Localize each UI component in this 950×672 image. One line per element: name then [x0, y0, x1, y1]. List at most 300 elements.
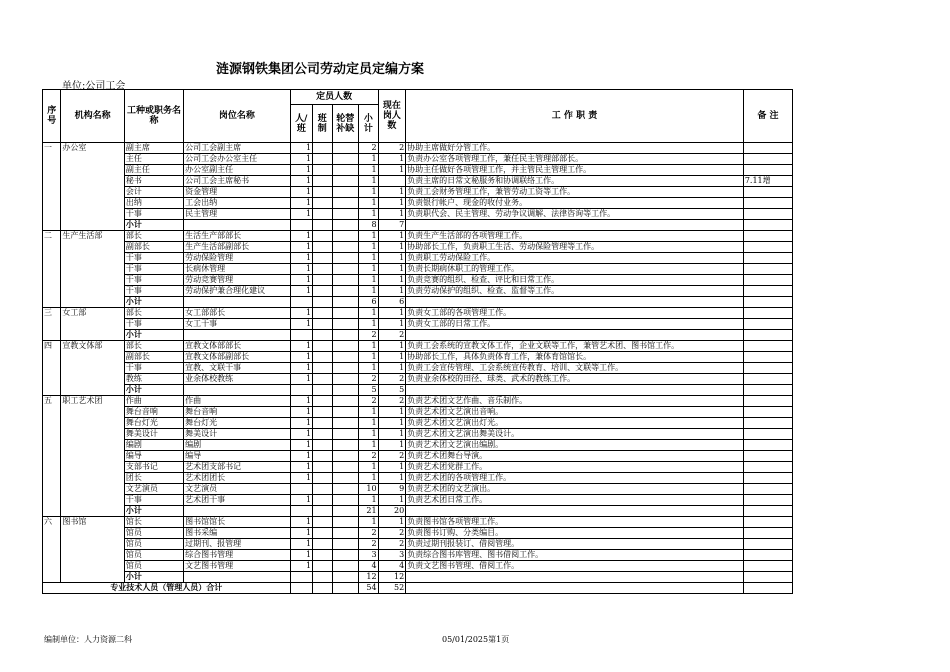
- table-row: [43, 231, 793, 242]
- table-row: [43, 165, 793, 176]
- current-cell: 1: [378, 231, 406, 242]
- subtotal-label: 小计: [124, 330, 183, 341]
- job-cell: 馆员: [124, 528, 183, 539]
- current-cell: 4: [378, 561, 406, 572]
- grand-total-label: 专业技术人员（管理人员）合计: [43, 583, 291, 594]
- job-cell: 部长: [124, 341, 183, 352]
- grand-total-current: 52: [378, 583, 406, 594]
- section-subtotal: 6: [359, 297, 378, 308]
- relief-cell: [332, 440, 359, 451]
- footer-compiler: 编制单位：人力资源二科: [44, 635, 132, 644]
- subtotal-empty: [332, 220, 359, 231]
- post-cell: 民主管理: [184, 209, 290, 220]
- table-row: [43, 198, 793, 209]
- per-shift-cell: 1: [290, 275, 313, 286]
- current-cell: 1: [378, 319, 406, 330]
- subtotal-cell: 1: [359, 253, 378, 264]
- remark-cell: [743, 451, 792, 462]
- section-current-subtotal: 6: [378, 297, 406, 308]
- post-cell: 劳动保护兼合理化建议: [184, 286, 290, 297]
- remark-cell: [743, 286, 792, 297]
- shifts-cell: [313, 495, 332, 506]
- subtotal-empty: [184, 220, 290, 231]
- remark-cell: [743, 374, 792, 385]
- section-subtotal: 2: [359, 330, 378, 341]
- subtotal-empty: [184, 385, 290, 396]
- subtotal-empty: [184, 297, 290, 308]
- duty-cell: 负责职工劳动保险工作。: [406, 253, 744, 264]
- table-row: [43, 484, 793, 495]
- subtotal-cell: 1: [359, 187, 378, 198]
- table-row: [43, 495, 793, 506]
- subtotal-cell: 1: [359, 209, 378, 220]
- per-shift-cell: 1: [290, 473, 313, 484]
- remark-cell: [743, 539, 792, 550]
- section-org: 图书馆: [61, 517, 124, 583]
- shifts-cell: [313, 429, 332, 440]
- subtotal-label: 小计: [124, 572, 183, 583]
- duty-cell: 负责女工部的各项管理工作。: [406, 308, 744, 319]
- section-current-subtotal: 7: [378, 220, 406, 231]
- subtotal-empty: [406, 220, 744, 231]
- relief-cell: [332, 363, 359, 374]
- job-cell: 部长: [124, 308, 183, 319]
- subtotal-empty: [313, 330, 332, 341]
- subtotal-empty: [743, 220, 792, 231]
- remark-cell: [743, 319, 792, 330]
- table-row: [43, 154, 793, 165]
- subtotal-empty: [290, 385, 313, 396]
- subtotal-empty: [743, 572, 792, 583]
- subtotal-cell: 1: [359, 231, 378, 242]
- subtotal-cell: 10: [359, 484, 378, 495]
- relief-cell: [332, 176, 359, 187]
- subtotal-empty: [332, 330, 359, 341]
- current-cell: 1: [378, 198, 406, 209]
- document-title: 涟源钢铁集团公司劳动定员定编方案: [215, 62, 424, 77]
- total-empty: [313, 583, 332, 594]
- job-cell: 副部长: [124, 242, 183, 253]
- per-shift-cell: 1: [290, 429, 313, 440]
- job-cell: 副主任: [124, 165, 183, 176]
- section-seq: 四: [43, 341, 61, 396]
- post-cell: 宣教文体部部长: [184, 341, 290, 352]
- per-shift-cell: 1: [290, 209, 313, 220]
- duty-cell: 负责艺术团舞台导演。: [406, 451, 744, 462]
- current-cell: 1: [378, 187, 406, 198]
- shifts-cell: [313, 154, 332, 165]
- subtotal-empty: [743, 385, 792, 396]
- remark-cell: [743, 418, 792, 429]
- job-cell: 主任: [124, 154, 183, 165]
- per-shift-cell: 1: [290, 462, 313, 473]
- per-shift-cell: 1: [290, 154, 313, 165]
- relief-cell: [332, 473, 359, 484]
- relief-cell: [332, 275, 359, 286]
- job-cell: 干事: [124, 286, 183, 297]
- subtotal-empty: [313, 572, 332, 583]
- post-cell: 文艺图书管理: [184, 561, 290, 572]
- relief-cell: [332, 198, 359, 209]
- subtotal-row: [43, 385, 793, 396]
- subtotal-cell: 1: [359, 165, 378, 176]
- shifts-cell: [313, 231, 332, 242]
- table-row: [43, 264, 793, 275]
- per-shift-cell: [290, 484, 313, 495]
- unit-label: 单位:公司工会: [62, 81, 126, 92]
- duty-cell: 负责艺术团的文艺演出。: [406, 484, 744, 495]
- shifts-cell: [313, 528, 332, 539]
- shifts-cell: [313, 209, 332, 220]
- job-cell: 会计: [124, 187, 183, 198]
- remark-cell: [743, 308, 792, 319]
- per-shift-cell: 1: [290, 451, 313, 462]
- post-cell: 资金管理: [184, 187, 290, 198]
- table-row: [43, 209, 793, 220]
- header-duties: 工 作 职 责: [406, 90, 744, 143]
- relief-cell: [332, 451, 359, 462]
- remark-cell: 7.11增: [743, 176, 792, 187]
- current-cell: 2: [378, 539, 406, 550]
- table-row: [43, 242, 793, 253]
- duty-cell: 负责工会财务管理工作，兼管劳动工资等工作。: [406, 187, 744, 198]
- current-cell: 1: [378, 495, 406, 506]
- remark-cell: [743, 550, 792, 561]
- subtotal-cell: 1: [359, 308, 378, 319]
- section-subtotal: 21: [359, 506, 378, 517]
- per-shift-cell: 1: [290, 374, 313, 385]
- shifts-cell: [313, 363, 332, 374]
- shifts-cell: [313, 561, 332, 572]
- current-cell: 1: [378, 209, 406, 220]
- subtotal-empty: [313, 297, 332, 308]
- per-shift-cell: 1: [290, 231, 313, 242]
- subtotal-empty: [290, 220, 313, 231]
- current-cell: 1: [378, 165, 406, 176]
- header-post: 岗位名称: [184, 90, 290, 143]
- subtotal-row: [43, 506, 793, 517]
- per-shift-cell: 1: [290, 363, 313, 374]
- duty-cell: 负责艺术团文艺作曲、音乐制作。: [406, 396, 744, 407]
- section-org: 职工艺术团: [61, 396, 124, 517]
- shifts-cell: [313, 319, 332, 330]
- duty-cell: 负责综合图书库管理、图书借阅工作。: [406, 550, 744, 561]
- post-cell: 综合图书管理: [184, 550, 290, 561]
- remark-cell: [743, 275, 792, 286]
- post-cell: 公司工会办公室主任: [184, 154, 290, 165]
- section-org: 女工部: [61, 308, 124, 341]
- current-cell: 2: [378, 396, 406, 407]
- table-row: [43, 374, 793, 385]
- job-cell: 馆员: [124, 550, 183, 561]
- remark-cell: [743, 363, 792, 374]
- shifts-cell: [313, 286, 332, 297]
- duty-cell: 负责竞赛的组织、检查、评比和日常工作。: [406, 275, 744, 286]
- current-cell: 1: [378, 154, 406, 165]
- current-cell: 2: [378, 374, 406, 385]
- shifts-cell: [313, 440, 332, 451]
- table-row: [43, 319, 793, 330]
- duty-cell: 负责劳动保护的组织、检查、监督等工作。: [406, 286, 744, 297]
- table-row: [43, 561, 793, 572]
- post-cell: 公司工会主席秘书: [184, 176, 290, 187]
- subtotal-label: 小计: [124, 220, 183, 231]
- job-cell: 舞台灯光: [124, 418, 183, 429]
- duty-cell: 协助主任做好各项管理工作，并主管民主管理工作。: [406, 165, 744, 176]
- shifts-cell: [313, 550, 332, 561]
- section-subtotal: 12: [359, 572, 378, 583]
- section-subtotal: 8: [359, 220, 378, 231]
- subtotal-empty: [743, 506, 792, 517]
- duty-cell: 负责图书订购、分类编目。: [406, 528, 744, 539]
- relief-cell: [332, 308, 359, 319]
- header-org: 机构名称: [61, 90, 124, 143]
- job-cell: 舞美设计: [124, 429, 183, 440]
- current-cell: 1: [378, 341, 406, 352]
- duty-cell: 负责业余体校的田径、球类、武术的教练工作。: [406, 374, 744, 385]
- per-shift-cell: 1: [290, 440, 313, 451]
- table-body: [43, 143, 793, 594]
- remark-cell: [743, 484, 792, 495]
- duty-cell: 负责艺术团日常工作。: [406, 495, 744, 506]
- shifts-cell: [313, 451, 332, 462]
- post-cell: 工会出纳: [184, 198, 290, 209]
- table-row: [43, 396, 793, 407]
- table-row: [43, 517, 793, 528]
- current-cell: 2: [378, 528, 406, 539]
- duty-cell: 负责过期刊报装订、借阅管理。: [406, 539, 744, 550]
- total-empty: [743, 583, 792, 594]
- duty-cell: 负责图书馆各项管理工作。: [406, 517, 744, 528]
- duty-cell: 负责艺术团党群工作。: [406, 462, 744, 473]
- relief-cell: [332, 396, 359, 407]
- subtotal-empty: [406, 297, 744, 308]
- job-cell: 干事: [124, 275, 183, 286]
- duty-cell: 负责艺术团文艺演出舞美设计。: [406, 429, 744, 440]
- shifts-cell: [313, 176, 332, 187]
- relief-cell: [332, 209, 359, 220]
- relief-cell: [332, 143, 359, 154]
- post-cell: 舞台灯光: [184, 418, 290, 429]
- subtotal-empty: [184, 330, 290, 341]
- table-row: [43, 539, 793, 550]
- job-cell: 团长: [124, 473, 183, 484]
- relief-cell: [332, 286, 359, 297]
- subtotal-row: [43, 297, 793, 308]
- table-row: [43, 176, 793, 187]
- shifts-cell: [313, 462, 332, 473]
- per-shift-cell: 1: [290, 561, 313, 572]
- post-cell: 生活生产部部长: [184, 231, 290, 242]
- post-cell: 劳动保险管理: [184, 253, 290, 264]
- duty-cell: 负责艺术团文艺演出音响。: [406, 407, 744, 418]
- shifts-cell: [313, 143, 332, 154]
- post-cell: 宣教文体部副部长: [184, 352, 290, 363]
- subtotal-label: 小计: [124, 506, 183, 517]
- grand-total-row: [43, 583, 793, 594]
- subtotal-empty: [332, 572, 359, 583]
- current-cell: 2: [378, 143, 406, 154]
- table-row: [43, 187, 793, 198]
- duty-cell: 协助主席做好分管工作。: [406, 143, 744, 154]
- remark-cell: [743, 253, 792, 264]
- subtotal-empty: [184, 506, 290, 517]
- current-cell: 1: [378, 308, 406, 319]
- subtotal-cell: 1: [359, 176, 378, 187]
- job-cell: 作曲: [124, 396, 183, 407]
- job-cell: 编剧: [124, 440, 183, 451]
- post-cell: 图书馆馆长: [184, 517, 290, 528]
- section-seq: 一: [43, 143, 61, 231]
- per-shift-cell: 1: [290, 308, 313, 319]
- post-cell: 过期刊、报管理: [184, 539, 290, 550]
- duty-cell: 负责主席的日常文秘服务和协调联络工作。: [406, 176, 744, 187]
- per-shift-cell: 1: [290, 187, 313, 198]
- section-current-subtotal: 12: [378, 572, 406, 583]
- subtotal-empty: [290, 506, 313, 517]
- job-cell: 干事: [124, 209, 183, 220]
- current-cell: 1: [378, 286, 406, 297]
- shifts-cell: [313, 407, 332, 418]
- post-cell: 劳动竞赛管理: [184, 275, 290, 286]
- subtotal-empty: [313, 220, 332, 231]
- shifts-cell: [313, 341, 332, 352]
- post-cell: 宣教、文联干事: [184, 363, 290, 374]
- subtotal-cell: 2: [359, 451, 378, 462]
- header-quota-group: 定员人数: [290, 90, 378, 105]
- per-shift-cell: 1: [290, 198, 313, 209]
- table-row: [43, 528, 793, 539]
- table-row: [43, 341, 793, 352]
- subtotal-cell: 2: [359, 143, 378, 154]
- section-org: 生产生活部: [61, 231, 124, 308]
- job-cell: 馆员: [124, 539, 183, 550]
- table-row: [43, 462, 793, 473]
- duty-cell: 负责生产生活部的各项管理工作。: [406, 231, 744, 242]
- duty-cell: 负责银行帐户、现金的收付业务。: [406, 198, 744, 209]
- job-cell: 秘书: [124, 176, 183, 187]
- staffing-table: [42, 89, 793, 594]
- current-cell: 9: [378, 484, 406, 495]
- subtotal-empty: [743, 330, 792, 341]
- subtotal-label: 小计: [124, 297, 183, 308]
- relief-cell: [332, 407, 359, 418]
- shifts-cell: [313, 517, 332, 528]
- header-relief: 轮替补缺: [332, 105, 359, 143]
- job-cell: 文艺演员: [124, 484, 183, 495]
- subtotal-empty: [406, 506, 744, 517]
- relief-cell: [332, 561, 359, 572]
- relief-cell: [332, 418, 359, 429]
- subtotal-label: 小计: [124, 385, 183, 396]
- per-shift-cell: 1: [290, 253, 313, 264]
- remark-cell: [743, 154, 792, 165]
- header-seq: 序号: [43, 90, 61, 143]
- subtotal-empty: [184, 572, 290, 583]
- remark-cell: [743, 462, 792, 473]
- post-cell: 图书采编: [184, 528, 290, 539]
- table-row: [43, 275, 793, 286]
- subtotal-empty: [332, 385, 359, 396]
- subtotal-empty: [313, 385, 332, 396]
- remark-cell: [743, 517, 792, 528]
- subtotal-cell: 1: [359, 495, 378, 506]
- section-org: 宣教文体部: [61, 341, 124, 396]
- per-shift-cell: 1: [290, 143, 313, 154]
- subtotal-cell: 1: [359, 440, 378, 451]
- per-shift-cell: 1: [290, 539, 313, 550]
- subtotal-cell: 2: [359, 539, 378, 550]
- relief-cell: [332, 352, 359, 363]
- shifts-cell: [313, 418, 332, 429]
- relief-cell: [332, 429, 359, 440]
- post-cell: 编导: [184, 451, 290, 462]
- remark-cell: [743, 143, 792, 154]
- subtotal-cell: 3: [359, 550, 378, 561]
- job-cell: 干事: [124, 253, 183, 264]
- remark-cell: [743, 440, 792, 451]
- remark-cell: [743, 407, 792, 418]
- table-row: [43, 143, 793, 154]
- shifts-cell: [313, 253, 332, 264]
- per-shift-cell: 1: [290, 528, 313, 539]
- footer-date-page: 05/01/2025第1页: [442, 635, 510, 644]
- subtotal-cell: 1: [359, 319, 378, 330]
- relief-cell: [332, 484, 359, 495]
- current-cell: [378, 176, 406, 187]
- shifts-cell: [313, 352, 332, 363]
- current-cell: 1: [378, 363, 406, 374]
- table-row: [43, 550, 793, 561]
- table-row: [43, 253, 793, 264]
- remark-cell: [743, 165, 792, 176]
- shifts-cell: [313, 374, 332, 385]
- table-row: [43, 286, 793, 297]
- per-shift-cell: 1: [290, 396, 313, 407]
- shifts-cell: [313, 484, 332, 495]
- duty-cell: 负责工会系统的宣教文体工作，企业文联等工作，兼管艺术团、图书馆工作。: [406, 341, 744, 352]
- header-remarks: 备 注: [743, 90, 792, 143]
- job-cell: 支部书记: [124, 462, 183, 473]
- section-seq: 六: [43, 517, 61, 583]
- relief-cell: [332, 539, 359, 550]
- current-cell: 2: [378, 451, 406, 462]
- relief-cell: [332, 264, 359, 275]
- remark-cell: [743, 264, 792, 275]
- remark-cell: [743, 429, 792, 440]
- job-cell: 副部长: [124, 352, 183, 363]
- post-cell: 生产生活部副部长: [184, 242, 290, 253]
- duty-cell: 协助部长工作，负责职工生活、劳动保险管理等工作。: [406, 242, 744, 253]
- shifts-cell: [313, 396, 332, 407]
- job-cell: 部长: [124, 231, 183, 242]
- relief-cell: [332, 253, 359, 264]
- header-current: 现在岗人数: [378, 90, 406, 143]
- table-row: [43, 440, 793, 451]
- post-cell: 女工干事: [184, 319, 290, 330]
- relief-cell: [332, 462, 359, 473]
- shifts-cell: [313, 308, 332, 319]
- subtotal-empty: [332, 297, 359, 308]
- per-shift-cell: 1: [290, 176, 313, 187]
- current-cell: 1: [378, 253, 406, 264]
- section-org: 办公室: [61, 143, 124, 231]
- subtotal-cell: 1: [359, 286, 378, 297]
- post-cell: 舞美设计: [184, 429, 290, 440]
- table-row: [43, 308, 793, 319]
- shifts-cell: [313, 539, 332, 550]
- relief-cell: [332, 242, 359, 253]
